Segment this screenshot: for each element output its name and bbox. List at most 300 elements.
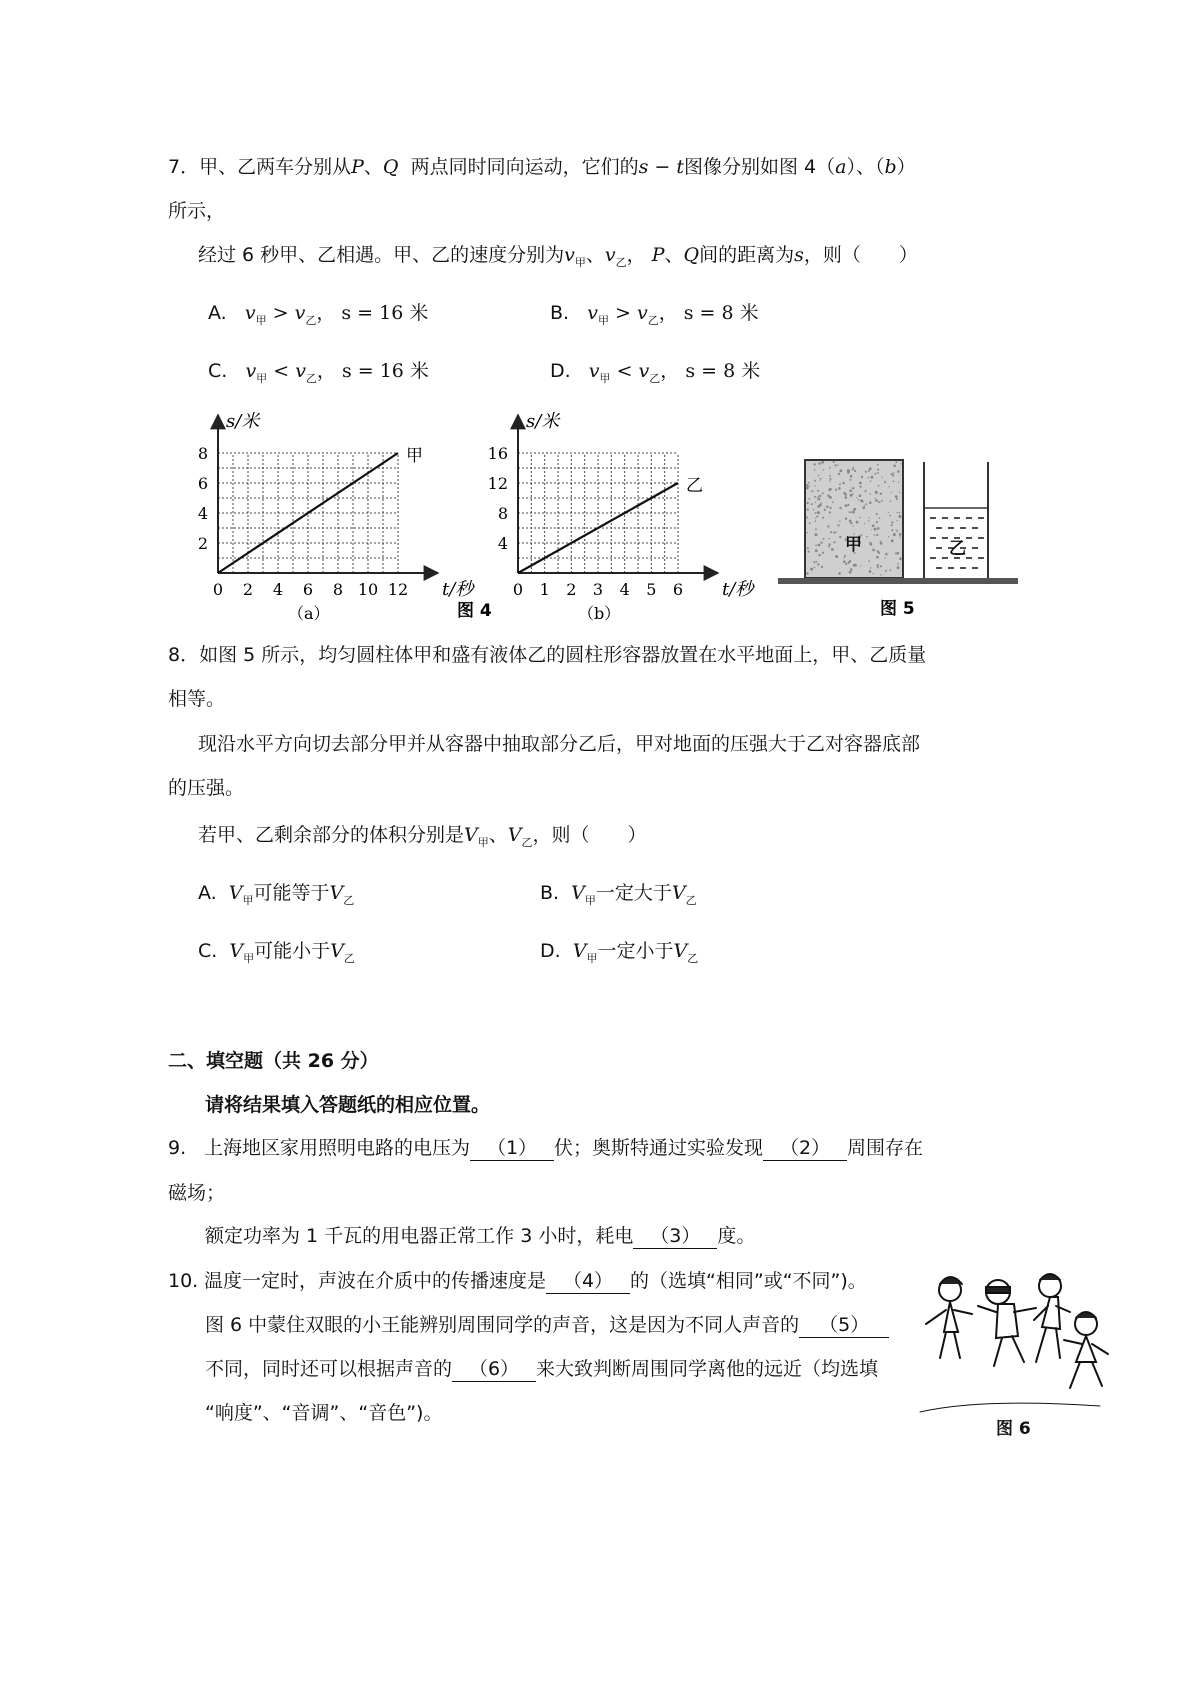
speckle <box>815 549 818 552</box>
option-label: B. <box>550 302 570 324</box>
speckle <box>893 480 895 482</box>
q7-option-c[interactable]: C. $v_甲 < v_乙$， s = 16 米 <box>208 360 429 385</box>
x-tick-label: 6 <box>302 580 314 599</box>
solid-cylinder-jia <box>805 460 903 578</box>
speckle <box>870 480 872 482</box>
x-tick-label: 2 <box>566 580 577 599</box>
x-tick-label: 3 <box>592 580 604 599</box>
option-text: 可能小于 <box>254 940 331 962</box>
q10-text: 图 6 中蒙住双眼的小王能辨别周围同学的声音，这是因为不同人声音的 <box>205 1314 800 1336</box>
speckle <box>895 495 898 498</box>
v-symbol: V <box>673 940 688 962</box>
q7-text: 图像分别如图 4（ <box>683 156 836 178</box>
v-symbol: V <box>571 882 585 904</box>
fig-a-ref: a <box>835 156 847 178</box>
speckle <box>874 534 876 536</box>
speckle <box>878 517 880 519</box>
speckle <box>829 511 831 513</box>
fig4-caption: 图 4 <box>457 601 492 621</box>
blank-4[interactable]: （4） <box>546 1270 630 1294</box>
speckle <box>865 471 867 473</box>
speckle <box>839 469 842 472</box>
sub-yi: 乙 <box>685 893 697 907</box>
q8-option-a[interactable] <box>198 878 354 908</box>
child-2-blindfolded <box>978 1280 1036 1366</box>
option-label: D. <box>550 360 571 382</box>
v-symbol: V <box>229 940 244 962</box>
speckle <box>813 561 815 563</box>
speckle <box>893 472 895 474</box>
speckle <box>829 496 832 499</box>
q8-line3: 现沿水平方向切去部分甲并从容器中抽取部分乙后，甲对地面的压强大于乙对容器底部 <box>198 733 921 755</box>
speckle <box>850 511 852 513</box>
speckle <box>845 504 848 507</box>
speckle <box>809 522 811 524</box>
speckle <box>823 469 824 470</box>
speckle <box>854 508 857 511</box>
speckle <box>828 496 830 498</box>
speckle <box>899 492 900 493</box>
speckle <box>809 485 811 487</box>
speckle <box>838 473 840 475</box>
speckle <box>844 557 845 558</box>
speckle <box>878 501 880 503</box>
speckle <box>838 572 841 575</box>
speckle <box>835 489 837 491</box>
speckle <box>806 484 808 486</box>
speckle <box>817 490 819 492</box>
figure-row <box>0 392 1200 632</box>
speckle <box>876 556 879 559</box>
y-tick-label: 8 <box>197 444 208 463</box>
jia-label: 甲 <box>845 535 862 555</box>
speckle <box>854 470 856 472</box>
q8-line4: 的压强。 <box>168 777 245 799</box>
speckle <box>835 555 838 558</box>
speckle <box>839 521 841 523</box>
speckle <box>880 574 881 575</box>
speckle <box>845 563 847 565</box>
chart-sub-label: （a） <box>288 604 330 623</box>
speckle <box>859 482 862 485</box>
sub-jia: 甲 <box>574 255 586 269</box>
speckle <box>832 501 834 503</box>
fig-b-ref: b <box>884 156 897 178</box>
speckle <box>807 547 809 549</box>
option-text: 一定小于 <box>597 940 674 962</box>
speckle <box>877 566 879 568</box>
q9-text: 周围存在 <box>847 1137 924 1159</box>
speckle <box>897 563 899 565</box>
speckle <box>881 500 883 502</box>
speckle <box>844 555 846 557</box>
sub-jia: 甲 <box>256 371 268 385</box>
q8-option-b[interactable] <box>540 878 697 908</box>
speckle <box>820 478 822 480</box>
option-text: 可能等于 <box>253 882 330 904</box>
x-tick-label: 1 <box>539 580 550 599</box>
speckle <box>899 557 902 560</box>
speckle <box>830 532 831 533</box>
option-label: D. <box>540 940 561 962</box>
speckle <box>861 476 863 478</box>
chart-sub-label: （b） <box>578 604 621 623</box>
v-symbol: V <box>228 882 243 904</box>
speckle <box>875 498 876 499</box>
speckle <box>830 507 832 509</box>
q7-text: 两点同时同向运动，它们的 <box>410 156 639 178</box>
sub-jia: 甲 <box>586 951 598 965</box>
speckle <box>896 552 899 555</box>
speckle <box>885 553 888 556</box>
q10-line1 <box>168 1266 867 1294</box>
speckle <box>806 572 808 574</box>
speckle <box>889 515 891 517</box>
v-symbol: V <box>330 940 344 962</box>
speckle <box>852 487 854 489</box>
speckle <box>868 560 870 562</box>
y-tick-label: 6 <box>197 474 208 493</box>
speckle <box>899 536 900 537</box>
speckle <box>843 560 846 563</box>
speckle <box>815 502 816 503</box>
speckle <box>815 518 816 519</box>
speckle <box>877 472 879 474</box>
x-tick-label: 0 <box>212 580 224 599</box>
speckle <box>845 518 847 520</box>
speckle <box>835 532 836 533</box>
speckle <box>828 538 829 539</box>
speckle <box>858 499 859 500</box>
speckle <box>819 495 821 497</box>
q9-line1 <box>168 1133 923 1161</box>
x-tick-label: 6 <box>672 580 684 599</box>
speckle <box>833 532 835 534</box>
speckle <box>830 478 832 480</box>
speckle <box>869 493 871 495</box>
speckle <box>811 503 813 505</box>
fig5-caption: 图 5 <box>880 599 915 619</box>
blank-3[interactable]: （3） <box>633 1225 717 1249</box>
fig6-illustration <box>910 1262 1120 1442</box>
speckle <box>893 533 896 536</box>
speckle <box>838 487 841 490</box>
blank-1[interactable]: （1） <box>470 1137 554 1161</box>
speckle <box>888 512 889 513</box>
speckle <box>837 464 838 465</box>
speckle <box>860 495 861 496</box>
speckle <box>822 552 824 554</box>
q9-text: 伏；奥斯特通过实验发现 <box>554 1137 764 1159</box>
y-tick-label: 12 <box>487 474 508 493</box>
speckle <box>842 482 844 484</box>
speckle <box>896 529 897 530</box>
x-tick-label: 5 <box>646 580 657 599</box>
v-symbol: V <box>507 824 522 846</box>
sub-yi: 乙 <box>687 951 699 965</box>
speckle <box>868 517 869 518</box>
point-q: Q <box>382 156 399 178</box>
speckle <box>808 482 810 484</box>
blank-5[interactable]: （5） <box>799 1314 889 1338</box>
speckle <box>850 494 853 497</box>
speckle <box>859 517 861 519</box>
s-value: s = 8 米 <box>683 302 759 324</box>
speckle <box>817 499 818 500</box>
y-tick-label: 2 <box>197 534 208 553</box>
speckle <box>876 534 878 536</box>
speckle <box>806 517 808 519</box>
speckle <box>817 496 819 498</box>
speckle <box>860 566 861 567</box>
q9-text: 度。 <box>717 1225 756 1247</box>
speckle <box>839 536 841 538</box>
sub-yi: 乙 <box>305 371 317 385</box>
speckle <box>873 573 874 574</box>
blank-6[interactable]: （6） <box>452 1358 536 1382</box>
speckle <box>848 561 850 563</box>
speckle <box>810 568 813 571</box>
option-text: 一定大于 <box>595 882 672 904</box>
speckle <box>847 504 849 506</box>
q8-option-d[interactable] <box>540 936 698 966</box>
q7-text: ，则（ ） <box>803 244 918 266</box>
speckle <box>850 475 853 478</box>
speckle <box>827 525 829 527</box>
sub-yi: 乙 <box>647 313 659 327</box>
speckle <box>849 511 851 513</box>
speckle <box>889 486 890 487</box>
speckle <box>822 517 824 519</box>
sub-jia: 甲 <box>584 893 596 907</box>
sub-yi: 乙 <box>343 893 355 907</box>
option-label: C. <box>198 940 218 962</box>
q7-sep: 、 <box>363 156 383 178</box>
x-tick-label: 4 <box>272 580 284 599</box>
q7-line1 <box>168 152 916 179</box>
option-label: A. <box>198 882 217 904</box>
speckle <box>897 470 900 473</box>
speckle <box>896 498 898 500</box>
speckle <box>815 520 817 522</box>
option-label: A. <box>208 302 227 324</box>
speckle <box>891 529 893 531</box>
speckle <box>806 486 809 489</box>
sub-jia: 甲 <box>242 893 254 907</box>
speckle <box>884 557 885 558</box>
speckle <box>816 561 818 563</box>
speckle <box>877 527 880 530</box>
q7-option-a[interactable]: A. $v_甲 > v_乙$， s = 16 米 <box>208 302 429 327</box>
speckle <box>871 476 874 479</box>
speckle <box>835 464 837 466</box>
q10-line2 <box>205 1310 889 1338</box>
speckle <box>890 501 892 503</box>
speckle <box>818 475 820 477</box>
speckle <box>852 525 853 526</box>
q7-text: ） <box>896 156 916 178</box>
speckle <box>849 571 852 574</box>
speckle <box>852 493 853 494</box>
speckle <box>868 477 870 479</box>
speckle <box>897 531 899 533</box>
q9-number: 9. <box>168 1137 187 1159</box>
speckle <box>897 512 899 514</box>
speckle <box>814 463 816 465</box>
q9-line2: 磁场； <box>168 1182 226 1204</box>
speckle <box>849 489 852 492</box>
option-label: C. <box>208 360 228 382</box>
speckle <box>899 533 902 536</box>
series-label: 乙 <box>686 476 703 496</box>
speckle <box>878 485 880 487</box>
speckle <box>869 467 872 470</box>
fig6-caption: 图 6 <box>996 1419 1031 1439</box>
speckle <box>885 570 887 572</box>
q8-line5: 若甲、乙剩余部分的体积分别是$V_甲$、$V_乙$，则（ ） <box>198 824 647 849</box>
x-tick-label: 4 <box>619 580 630 599</box>
speckle <box>807 532 808 533</box>
speckle <box>880 540 882 542</box>
v-symbol: V <box>671 882 686 904</box>
speckle <box>870 543 873 546</box>
speckle <box>860 499 863 502</box>
q10-text: 的（选填“相同”或“不同”)。 <box>630 1270 867 1292</box>
speckle <box>891 492 892 493</box>
speckle <box>850 560 851 561</box>
q8-line2: 相等。 <box>168 688 226 710</box>
child-1 <box>926 1277 972 1358</box>
speckle <box>871 529 872 530</box>
speckle <box>814 567 816 569</box>
speckle <box>880 493 882 495</box>
s-value: s = 16 米 <box>341 360 429 382</box>
y-axis-label: s/米 <box>526 411 560 432</box>
speckle <box>815 545 817 547</box>
x-tick-label: 12 <box>387 580 409 599</box>
relation: > <box>614 302 631 324</box>
speckle <box>875 499 878 502</box>
speckle <box>829 467 831 469</box>
y-tick-label: 4 <box>197 504 208 523</box>
q7-option-d[interactable]: D. $v_甲 < v_乙$， s = 8 米 <box>550 360 761 385</box>
speckle <box>868 470 870 472</box>
speckle <box>831 548 834 551</box>
q10-text: 来大致判断周围同学离他的远近（均选填 <box>536 1358 879 1380</box>
sub-jia: 甲 <box>597 313 609 327</box>
speckle <box>898 515 901 518</box>
speckle <box>811 490 813 492</box>
speckle <box>819 504 822 507</box>
speckle <box>837 524 839 526</box>
speckle <box>820 541 822 543</box>
speckle <box>897 566 900 569</box>
speckle <box>850 479 852 481</box>
speckle <box>828 543 830 545</box>
speckle <box>869 542 870 543</box>
speckle <box>850 568 853 571</box>
speckle <box>890 569 892 571</box>
speckle <box>822 492 824 494</box>
speckle <box>814 480 816 482</box>
speckle <box>833 541 835 543</box>
q7-text: 7．甲、乙两车分别从 <box>168 156 352 178</box>
q7-text: 经过 6 秒甲、乙相遇。甲、乙的速度分别为 <box>198 244 565 266</box>
q7-text: ）、（ <box>846 156 885 178</box>
speckle <box>892 474 894 476</box>
speckle <box>821 566 823 568</box>
speckle <box>865 503 867 505</box>
speckle <box>821 461 824 464</box>
speckle <box>820 502 822 504</box>
sub-jia: 甲 <box>255 313 267 327</box>
speckle <box>814 496 816 498</box>
q7-option-b[interactable]: B. $v_甲 > v_乙$， s = 8 米 <box>550 302 759 327</box>
q10-number: 10. <box>168 1270 199 1292</box>
speckle <box>813 509 814 510</box>
q9-text: 额定功率为 1 千瓦的用电器正常工作 3 小时，耗电 <box>205 1225 634 1247</box>
speckle <box>877 469 879 471</box>
speckle <box>874 473 876 475</box>
speckle <box>829 475 831 477</box>
speckle <box>839 483 841 485</box>
speckle <box>827 506 828 507</box>
series-label: 甲 <box>406 446 423 466</box>
sub-jia: 甲 <box>599 371 611 385</box>
speckle <box>847 469 850 472</box>
x-axis-label: t/秒 <box>722 579 754 600</box>
speckle <box>808 552 809 553</box>
speckle <box>862 507 865 510</box>
point-q: Q <box>683 244 700 266</box>
q7-text: 间的距离为 <box>699 244 795 266</box>
speckle <box>869 501 872 504</box>
speckle <box>852 469 853 470</box>
speckle <box>878 552 880 554</box>
speckle <box>824 509 826 511</box>
speckle <box>872 549 875 552</box>
speckle <box>853 511 855 513</box>
v-symbol: V <box>464 824 478 846</box>
speckle <box>866 536 868 538</box>
speckle <box>880 542 883 545</box>
v-jia: v <box>564 244 575 266</box>
y-tick-label: 8 <box>497 504 508 523</box>
speckle <box>823 538 825 540</box>
speckle <box>850 522 852 524</box>
chart-b <box>488 411 757 623</box>
speckle <box>892 522 894 524</box>
child-4 <box>1064 1312 1108 1388</box>
speckle <box>814 469 816 471</box>
q8-option-c[interactable] <box>198 936 355 966</box>
speckle <box>868 520 870 522</box>
s-value: s = 8 米 <box>685 360 761 382</box>
speckle <box>815 528 817 530</box>
speckle <box>856 521 859 524</box>
relation: < <box>273 360 290 382</box>
s-value: s = 16 米 <box>341 302 429 324</box>
speckle <box>891 524 893 526</box>
q9-text: 上海地区家用照明电路的电压为 <box>204 1137 471 1159</box>
speckle <box>899 512 901 514</box>
blank-2[interactable]: （2） <box>763 1137 847 1161</box>
speckle <box>864 523 865 524</box>
sub-jia: 甲 <box>477 835 489 849</box>
q8-text: ，则（ ） <box>532 824 647 846</box>
speckle <box>843 492 845 494</box>
sub-yi: 乙 <box>615 255 627 269</box>
